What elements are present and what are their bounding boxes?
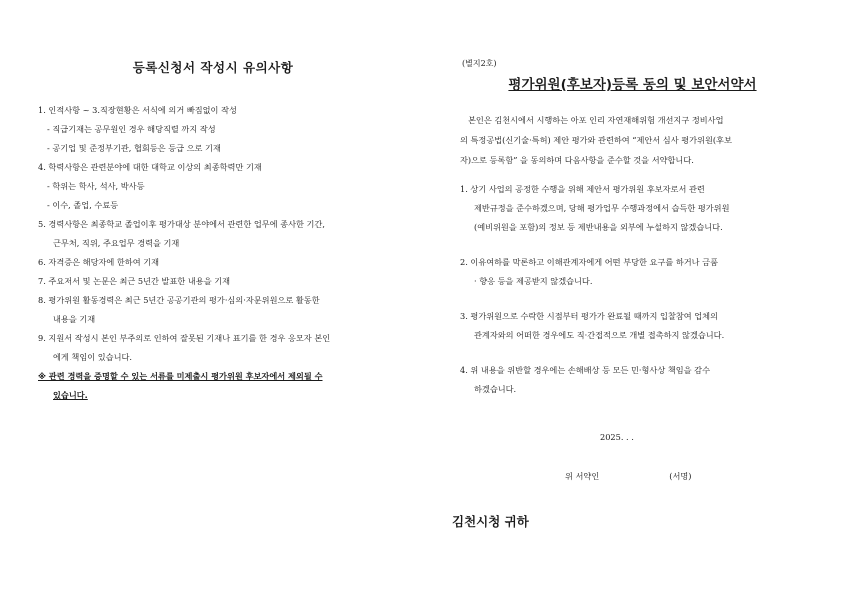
pledge-intro — [460, 110, 805, 170]
pledge-item-line: 관계자와의 어떠한 경우에도 직·간접적으로 개별 접촉하지 않겠습니다. — [474, 330, 725, 340]
recipient: 김천시청 귀하 — [452, 514, 529, 529]
guideline-line: - 이수, 졸업, 수료등 — [47, 200, 119, 210]
pledge-item-line: (예비위원을 포함)의 정보 등 제반내용을 외부에 누설하지 않겠습니다. — [474, 222, 723, 232]
guideline-line: 5. 경력사항은 최종학교 졸업이후 평가대상 분야에서 관련한 업무에 종사한 기간, — [38, 219, 325, 229]
spacer — [460, 291, 805, 307]
signature-label: (서명) — [669, 471, 692, 481]
pledge-item-line: 1. 상기 사업의 공정한 수행을 위해 제안서 평가위원 후보자로서 관련 — [460, 184, 705, 194]
intro-line: 의 특정공법(신기술·특허) 제안 평가와 관련하여 “제안서 심사 평가위원(후보 — [460, 135, 732, 145]
spacer — [460, 237, 805, 253]
intro-line: 자)으로 등록함” 을 동의하며 다음사항을 준수할 것을 서약합니다. — [460, 155, 694, 165]
guideline-line: 8. 평가위원 활동경력은 최근 5년간 공공기관의 평가·심의·자문위원으로 활동한 — [38, 295, 320, 305]
pledge-item-line: 하겠습니다. — [474, 384, 517, 394]
guideline-line: - 학위는 학사, 석사, 박사등 — [47, 181, 145, 191]
guideline-line: 6. 자격증은 해당자에 한하여 기재 — [38, 257, 160, 267]
guidelines-title: 등록신청서 작성시 유의사항 — [132, 60, 294, 75]
warning-note: ※ 관련 경력을 증명할 수 있는 서류를 미제출시 평가위원 후보자에서 제외될 수 — [38, 371, 323, 381]
guideline-line: - 공기업 및 준정부기관, 협회등은 등급 으로 기재 — [47, 143, 221, 153]
guideline-line: 7. 주요저서 및 논문은 최근 5년간 발표한 내용을 기재 — [38, 276, 231, 286]
intro-line: 본인은 김천시에서 시행하는 아포 인리 자연재해위험 개선지구 정비사업 — [468, 115, 724, 125]
form-number: (별지2호) — [462, 59, 497, 68]
pledge-item-line: 3. 평가위원으로 수락한 시점부터 평가가 완료될 때까지 입찰참여 업체의 — [460, 311, 718, 321]
guideline-line: 9. 지원서 작성시 본인 부주의로 인하여 잘못된 기재나 표기를 한 경우 응모자 본인 — [38, 333, 331, 343]
warning-note: 있습니다. — [53, 390, 88, 400]
guideline-line: 내용을 기재 — [53, 314, 96, 324]
pledge-items — [460, 180, 805, 399]
guideline-line: 1. 인적사항 ~ 3.직장현황은 서식에 의거 빠짐없이 작성 — [38, 105, 237, 115]
guideline-line: 에게 책임이 있습니다. — [53, 352, 132, 362]
guideline-line: 근무처, 직위, 주요업무 경력을 기재 — [53, 238, 180, 248]
pledge-item-line: 4. 위 내용을 위반할 경우에는 손해배상 등 모든 민·형사상 책임을 감수 — [460, 365, 710, 375]
pledge-item-line: · 향응 등을 제공받지 않겠습니다. — [474, 276, 593, 286]
signer-line — [565, 471, 691, 482]
guideline-line: 4. 학력사항은 관련분야에 대한 대학교 이상의 최종학력만 기재 — [38, 162, 262, 172]
signer-label: 위 서약인 — [565, 471, 600, 481]
spacer — [460, 345, 805, 361]
guideline-line: - 직급기재는 공무원인 경우 해당직렬 까지 작성 — [47, 124, 216, 134]
pledge-item-line: 제반규정을 준수하겠으며, 당해 평가업무 수행과정에서 습득한 평가위원 — [474, 203, 730, 213]
guidelines-list — [38, 101, 388, 405]
pledge-date: 2025. . . — [600, 432, 634, 442]
pledge-title: 평가위원(후보자)등록 동의 및 보안서약서 — [508, 77, 757, 93]
pledge-item-line: 2. 이유여하를 막론하고 이해관계자에게 어떤 부당한 요구를 하거나 금품 — [460, 257, 718, 267]
